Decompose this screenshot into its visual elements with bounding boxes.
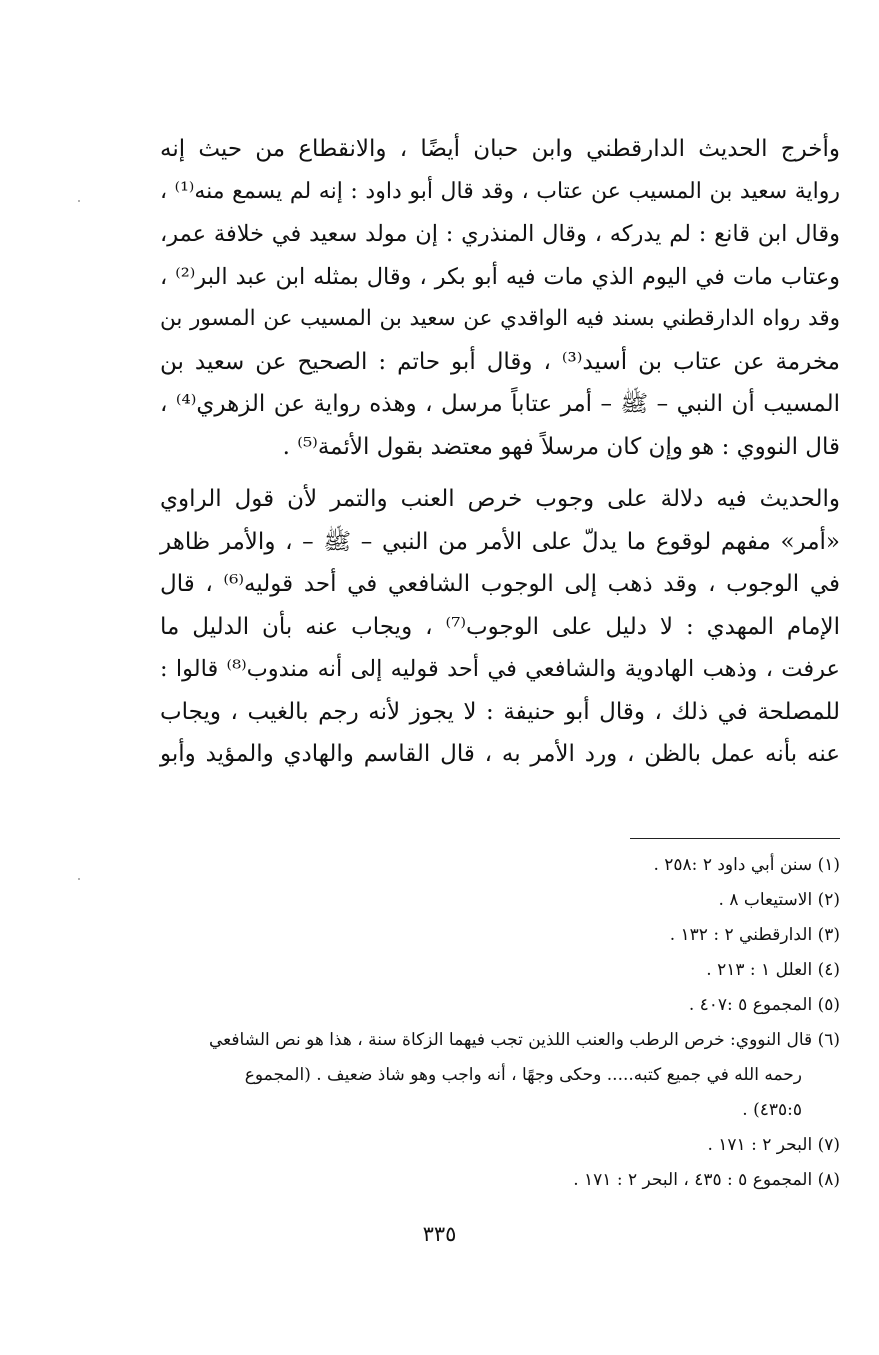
text-line: الإمام المهدي : لا دليل على الوجوب⁽⁷⁾ ، ويجاب عنه بأن الدليل ما — [160, 613, 840, 640]
text-line: عرفت ، وذهب الهادوية والشافعي في أحد قوليه إلى أنه مندوب⁽⁸⁾ قالوا : — [160, 656, 840, 682]
paragraph-gap — [160, 468, 840, 478]
text-line: والحديث فيه دلالة على وجوب خرص العنب والتمر لأن قول الراوي — [160, 486, 840, 512]
text-line: في الوجوب ، وقد ذهب إلى الوجوب الشافعي في أحد قوليه⁽⁶⁾ ، قال — [160, 571, 840, 597]
text-line: «أمر» مفهم لوقوع ما يدلّ على الأمر من النبي – ﷺ – ، والأمر ظاهر — [160, 528, 840, 555]
text-line: وقد رواه الدارقطني بسند فيه الواقدي عن سعيد بن المسيب عن المسور بن — [160, 306, 840, 331]
footnote-item: (٨) المجموع ٥ : ٤٣٥ ، البحر ٢ : ١٧١ . — [573, 1170, 840, 1190]
page-number: ٣٣٥ — [422, 1222, 457, 1246]
footnotes — [165, 848, 840, 1198]
footnote-item: (٥) المجموع ٥ :٤٠٧ . — [688, 995, 840, 1015]
footnote-continuation: ٤٣٥:٥) . — [742, 1100, 802, 1120]
footnote-item: (٧) البحر ٢ : ١٧١ . — [707, 1135, 840, 1155]
footnote-item: (٤) العلل ١ : ٢١٣ . — [706, 960, 840, 980]
scan-speck — [78, 200, 80, 202]
text-line: المسيب أن النبي – ﷺ – أمر عتاباً مرسل ، وهذه رواية عن الزهري⁽⁴⁾ ، — [160, 391, 840, 417]
text-line: رواية سعيد بن المسيب عن عتاب ، وقد قال أبو داود : إنه لم يسمع منه⁽¹⁾ ، — [160, 178, 840, 204]
footnote-separator — [630, 838, 840, 839]
text-line: وقال ابن قانع : لم يدركه ، وقال المنذري : إن مولد سعيد في خلافة عمر، — [160, 221, 840, 247]
footnote-item: (٣) الدارقطني ٢ : ١٣٢ . — [669, 925, 840, 945]
footnote-continuation: رحمه الله في جميع كتبه..... وحكى وجهًا ، أنه واجب وهو شاذ ضعيف . (المجموع — [244, 1065, 802, 1085]
footnote-item: (١) سنن أبي داود ٢ :٢٥٨ . — [653, 855, 840, 875]
footnote-item: (٦) قال النووي: خرص الرطب والعنب اللذين تجب فيهما الزكاة سنة ، هذا هو نص الشافعي — [209, 1030, 840, 1050]
text-line: مخرمة عن عتاب بن أسيد⁽³⁾ ، وقال أبو حاتم : الصحيح عن سعيد بن — [160, 348, 840, 375]
text-line: قال النووي : هو وإن كان مرسلاً فهو معتضد بقول الأئمة⁽⁵⁾ . — [282, 433, 840, 460]
scan-speck — [78, 878, 80, 880]
text-line: عنه بأنه عمل بالظن ، ورد الأمر به ، قال القاسم والهادي والمؤيد وأبو — [160, 741, 841, 767]
text-line: للمصلحة في ذلك ، وقال أبو حنيفة : لا يجوز لأنه رجم بالغيب ، ويجاب — [160, 698, 840, 725]
main-body-text — [160, 128, 840, 776]
text-line: وأخرج الحديث الدارقطني وابن حبان أيضًا ، والانقطاع من حيث إنه — [160, 136, 840, 162]
text-line: وعتاب مات في اليوم الذي مات فيه أبو بكر ، وقال بمثله ابن عبد البر⁽²⁾ ، — [160, 263, 840, 290]
footnote-item: (٢) الاستيعاب ٨ . — [718, 890, 840, 910]
